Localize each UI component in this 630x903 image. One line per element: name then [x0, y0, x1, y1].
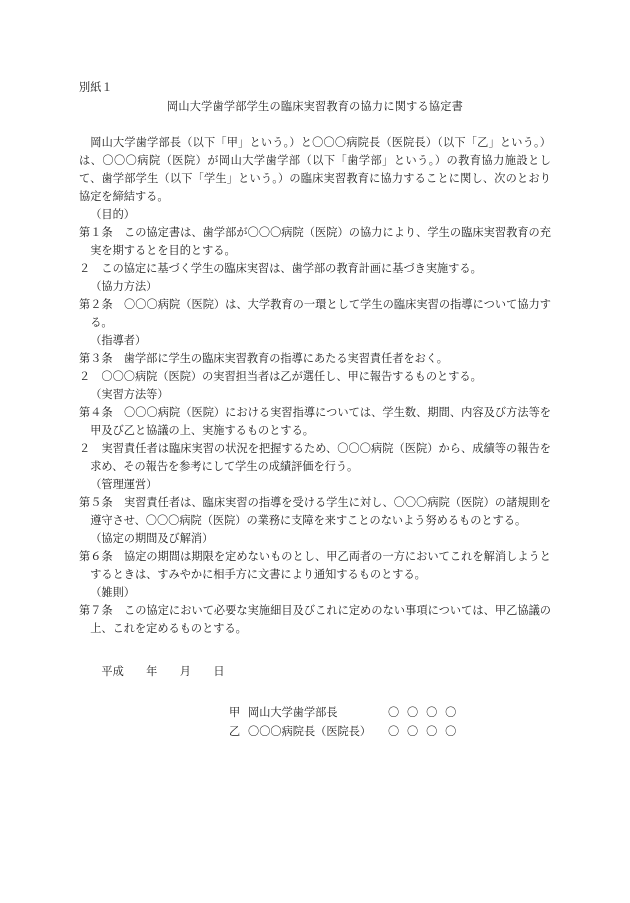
- document-title: 岡山大学歯学部学生の臨床実習教育の協力に関する協定書: [166, 100, 464, 113]
- article-5: 第５条 実習責任者は、臨床実習の指導を受ける学生に対し、〇〇〇病院（医院）の諸規則を遵守させ、〇〇〇病院（医院）の業務に支障を来すことのないよう努めるものとする。: [79, 496, 551, 527]
- signer-name: 岡山大学歯学部長: [248, 706, 338, 719]
- signer-row: [229, 723, 551, 742]
- date-year: 年: [146, 665, 158, 678]
- date-era: 平成: [101, 665, 124, 678]
- section-heading-purpose: （目的）: [90, 208, 135, 221]
- article-1: 第１条 この協定書は、歯学部が〇〇〇病院（医院）の協力により、学生の臨床実習教育の充実を期するとを目的とする。: [79, 226, 551, 257]
- preamble-paragraph: 岡山大学歯学部長（以下「甲」という。）と〇〇〇病院長（医院長）（以下「乙」という。）は、〇〇〇病院（医院）が岡山大学歯学部（以下「歯学部」という。）の教育協力施設として、歯学部学生（以下「学生」という。）の臨床実習教育に協力することに関し、次のとおり協定を締結する。: [79, 136, 551, 203]
- date-line: [79, 663, 551, 681]
- attachment-label: 別紙１: [79, 81, 113, 94]
- section-heading-training-method: （実習方法等）: [90, 388, 169, 401]
- signer-seal-placeholder: 〇〇〇〇: [388, 725, 465, 738]
- article-4-clause-2: ２ 実習責任者は臨床実習の状況を把握するため、〇〇〇病院（医院）から、成績等の報告を求め、その報告を参考にして学生の成績評価を行う。: [79, 442, 551, 473]
- section-heading-miscellaneous: （雑則）: [90, 586, 135, 599]
- article-1-clause-2: ２ この協定に基づく学生の臨床実習は、歯学部の教育計画に基づき実施する。: [79, 262, 482, 275]
- signer-row: [229, 704, 551, 723]
- section-heading-term: （協定の期間及び解消）: [90, 532, 214, 545]
- article-3-clause-2: ２ 〇〇〇病院（医院）の実習担当者は乙が選任し、甲に報告するものとする。: [79, 370, 482, 383]
- signer-name: 〇〇〇病院長（医院長）: [248, 725, 372, 738]
- signer-mark: 甲: [229, 706, 241, 719]
- date-day: 日: [213, 665, 225, 678]
- section-heading-instructor: （指導者）: [90, 334, 147, 347]
- article-2: 第２条 〇〇〇病院（医院）は、大学教育の一環として学生の臨床実習の指導について協力する。: [79, 298, 551, 329]
- signer-mark: 乙: [229, 725, 241, 738]
- signer-seal-placeholder: 〇〇〇〇: [388, 706, 465, 719]
- section-heading-cooperation: （協力方法）: [90, 280, 158, 293]
- section-heading-management: （管理運営）: [90, 478, 158, 491]
- articles-section: [79, 206, 551, 638]
- article-6: 第６条 協定の期間は期限を定めないものとし、甲乙両者の一方においてこれを解消しようとするときは、すみやかに相手方に文書により通知するものとする。: [79, 550, 551, 581]
- article-7: 第７条 この協定において必要な実施細目及びこれに定めのない事項については、甲乙協議の上、これを定めるものとする。: [79, 604, 551, 635]
- article-3: 第３条 歯学部に学生の臨床実習教育の指導にあたる実習責任者をおく。: [79, 352, 448, 365]
- agreement-document: [79, 79, 551, 742]
- article-4: 第４条 〇〇〇病院（医院）における実習指導については、学生数、期間、内容及び方法等を甲及び乙と協議の上、実施するものとする。: [79, 406, 551, 437]
- date-month: 月: [179, 665, 191, 678]
- signature-block: [79, 704, 551, 742]
